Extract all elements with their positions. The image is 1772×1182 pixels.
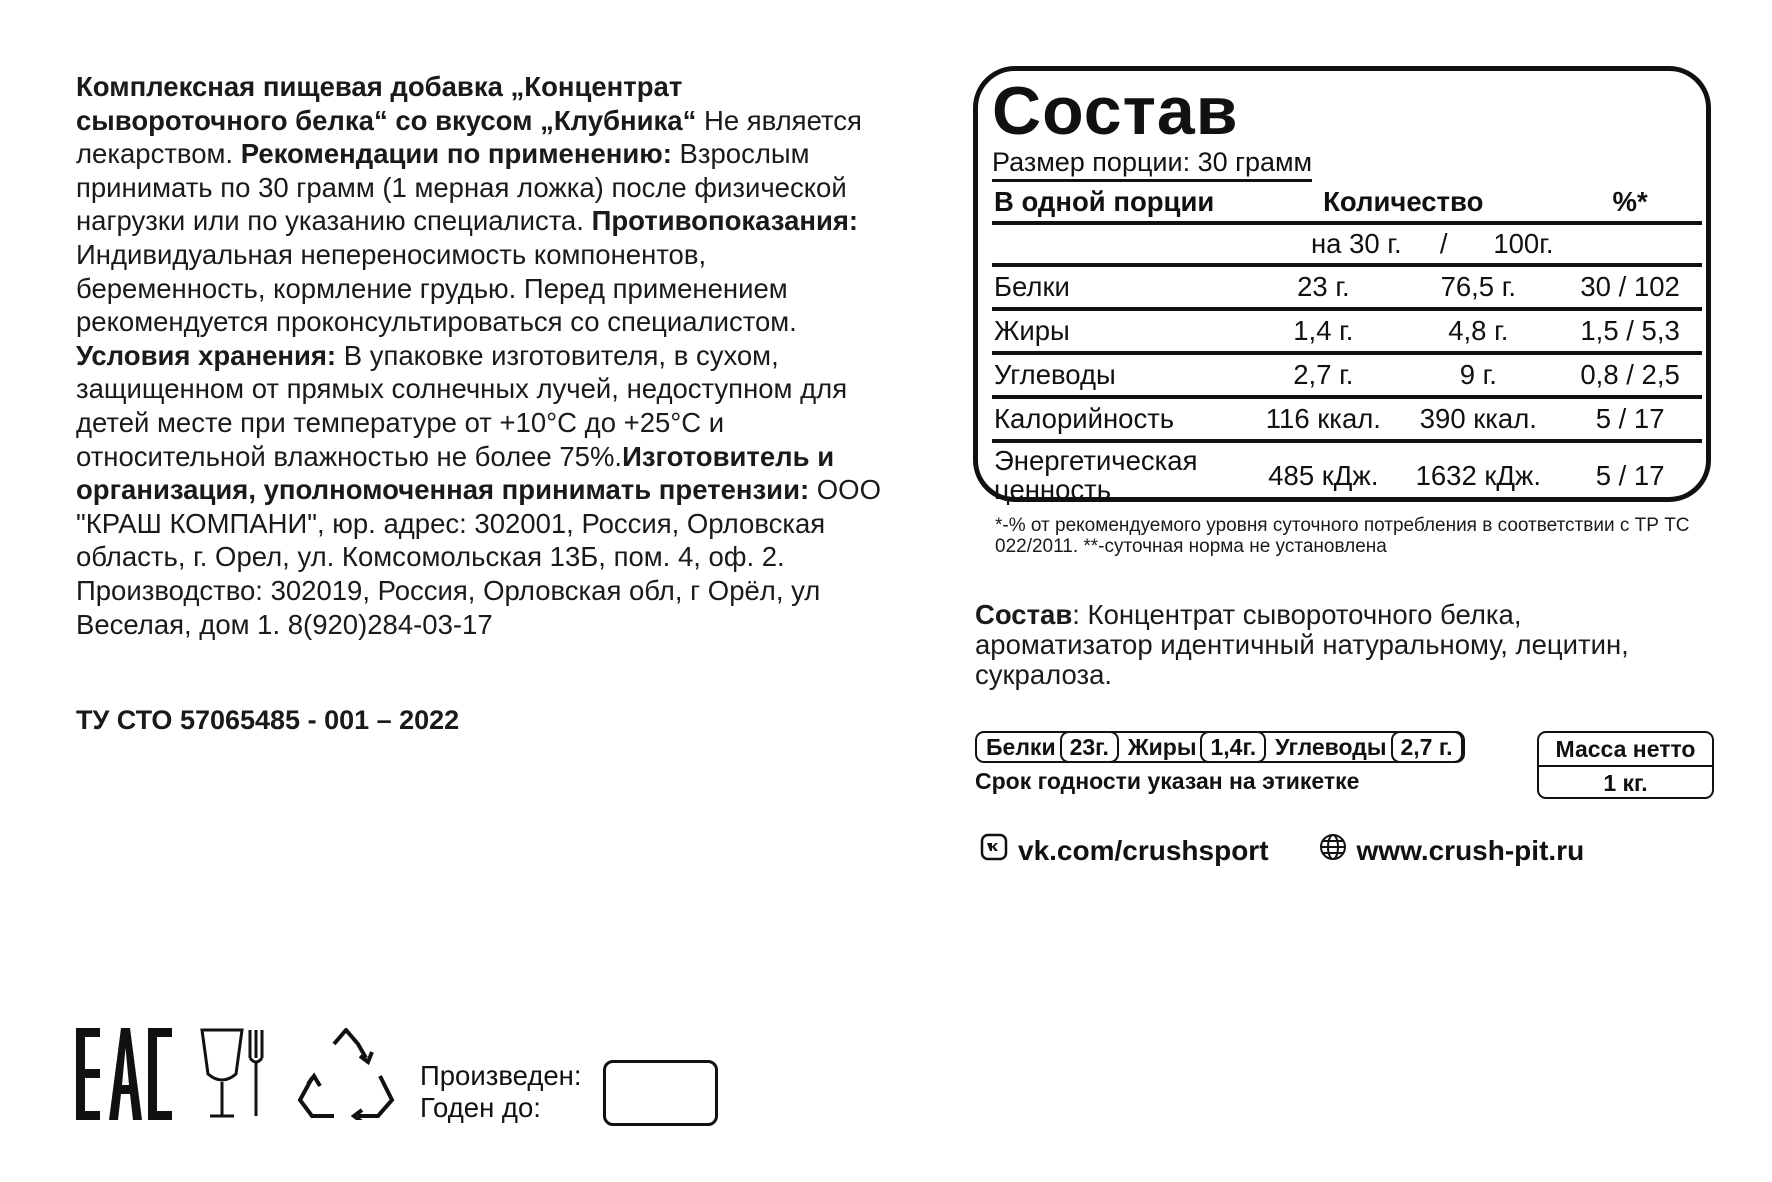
row-percent: 30 / 102 [1558, 265, 1702, 309]
panel-title: Состав [992, 73, 1239, 149]
shelf-life: Срок годности указан на этикетке [975, 768, 1360, 794]
subheader-units [1248, 223, 1558, 265]
row-name-line2: ценность [994, 474, 1112, 505]
row-per30: 23 г. [1248, 265, 1398, 309]
nutrition-header-row [992, 183, 1702, 223]
row-per30: 1,4 г. [1248, 309, 1398, 353]
links [980, 833, 1634, 868]
product-description [76, 70, 896, 641]
table-row [992, 265, 1702, 309]
not-medicine-text: Не является лекарством. [76, 104, 862, 170]
recycle-icon [296, 1028, 396, 1125]
date-stamp-box [603, 1060, 718, 1126]
row-percent: 1,5 / 5,3 [1558, 309, 1702, 353]
net-weight-label: Масса нетто [1539, 733, 1712, 767]
composition [975, 600, 1695, 690]
produced-label: Произведен: [420, 1060, 582, 1091]
food-safe-icon [198, 1028, 274, 1125]
net-weight-box [1537, 731, 1714, 799]
header-per-serving: В одной порции [992, 183, 1248, 223]
header-percent: %* [1558, 183, 1702, 223]
macro-protein-value: 23г. [1060, 731, 1119, 763]
contraindications-label: Противопоказания: [591, 205, 859, 237]
subheader-slash: / [1439, 228, 1448, 259]
row-name: Жиры [992, 309, 1248, 353]
macro-fat-label: Жиры [1127, 734, 1197, 760]
subheader-30g: на 30 г. [1310, 228, 1402, 259]
website-link[interactable] [1319, 833, 1585, 868]
expires-label: Годен до: [420, 1092, 541, 1123]
tu-standard: ТУ СТО 57065485 - 001 – 2022 [76, 705, 460, 735]
row-name-line1: Энергетическая [994, 445, 1198, 476]
composition-label: Состав [975, 599, 1073, 630]
macro-carb-value: 2,7 г. [1391, 731, 1463, 763]
contraindications-text: Индивидуальная непереносимость компонентов, беременность, кормление грудью. Перед применением рекомендуется проконсультироваться со специалистом. [76, 238, 797, 338]
composition-text: : Концентрат сывороточного белка, ароматизатор идентичный натуральному, лецитин, сукралоза. [975, 599, 1629, 690]
header-quantity: Количество [1248, 183, 1558, 223]
row-name [992, 441, 1248, 507]
row-per30: 116 ккал. [1248, 397, 1398, 441]
table-row [992, 309, 1702, 353]
table-row [992, 397, 1702, 441]
nutrition-panel [973, 66, 1711, 505]
row-per30: 2,7 г. [1248, 353, 1398, 397]
usage-text: Взрослым принимать по 30 грамм (1 мерная ложка) после физической нагрузки или по указанию специалиста. [76, 138, 847, 237]
product-title: Комплексная пищевая добавка „Концентрат сывороточного белка“ со вкусом „Клубника“ [76, 71, 697, 136]
macro-fat-value: 1,4г. [1200, 731, 1266, 763]
storage-label: Условия хранения: [76, 339, 337, 371]
storage-text: В упаковке изготовителя, в сухом, защищенном от прямых солнечных лучей, недоступном для детей месте при температуре от +10°С до +25°С и относительной влажностью не более 75%. [76, 339, 848, 472]
macros-bar [975, 731, 1465, 763]
table-row [992, 441, 1702, 507]
production-dates [420, 1060, 581, 1124]
table-row [992, 353, 1702, 397]
row-per100: 9 г. [1398, 353, 1558, 397]
row-name: Углеводы [992, 353, 1248, 397]
website-link-text: www.crush-pit.ru [1356, 834, 1585, 866]
manufacturer-text: ООО "КРАШ КОМПАНИ", юр. адрес: 302001, Россия, Орловская область, г. Орел, ул. Комсомольская 13Б, пом. 4, оф. 2. Производство: 302019, Россия, Орловская обл, г Орёл, ул Веселая, дом 1. 8(920)284-03-17 [76, 474, 881, 640]
row-per100: 4,8 г. [1398, 309, 1558, 353]
manufacturer-label: Изготовитель и организация, уполномоченная принимать претензии: [76, 440, 835, 506]
row-name: Белки [992, 265, 1248, 309]
serving-size: Размер порции: 30 грамм [992, 145, 1312, 182]
row-per30: 485 кДж. [1268, 459, 1379, 491]
row-percent: 5 / 17 [1558, 397, 1702, 441]
eac-mark [76, 1028, 176, 1125]
row-name: Калорийность [992, 397, 1248, 441]
vk-link[interactable] [980, 833, 1269, 868]
footnote: *-% от рекомендуемого уровня суточного потребления в соответствии с ТР ТС 022/2011. **-суточная норма не установлена [995, 515, 1690, 557]
net-weight-value: 1 кг. [1603, 770, 1648, 796]
certification-icons [76, 1025, 396, 1125]
row-percent: 5 / 17 [1595, 459, 1665, 491]
usage-label: Рекомендации по применению: [240, 138, 672, 170]
nutrition-table [992, 183, 1702, 507]
subheader-100g: 100г. [1493, 228, 1554, 259]
vk-link-text: vk.com/crushsport [1018, 834, 1269, 866]
row-percent: 0,8 / 2,5 [1558, 353, 1702, 397]
vk-icon [980, 833, 1008, 868]
row-per100: 76,5 г. [1398, 265, 1558, 309]
row-per100: 1632 кДж. [1415, 459, 1542, 491]
macro-protein-label: Белки [986, 734, 1056, 760]
globe-icon [1319, 833, 1347, 868]
row-per100: 390 ккал. [1398, 397, 1558, 441]
macro-carb-label: Углеводы [1275, 734, 1387, 760]
nutrition-subheader-row [992, 223, 1702, 265]
